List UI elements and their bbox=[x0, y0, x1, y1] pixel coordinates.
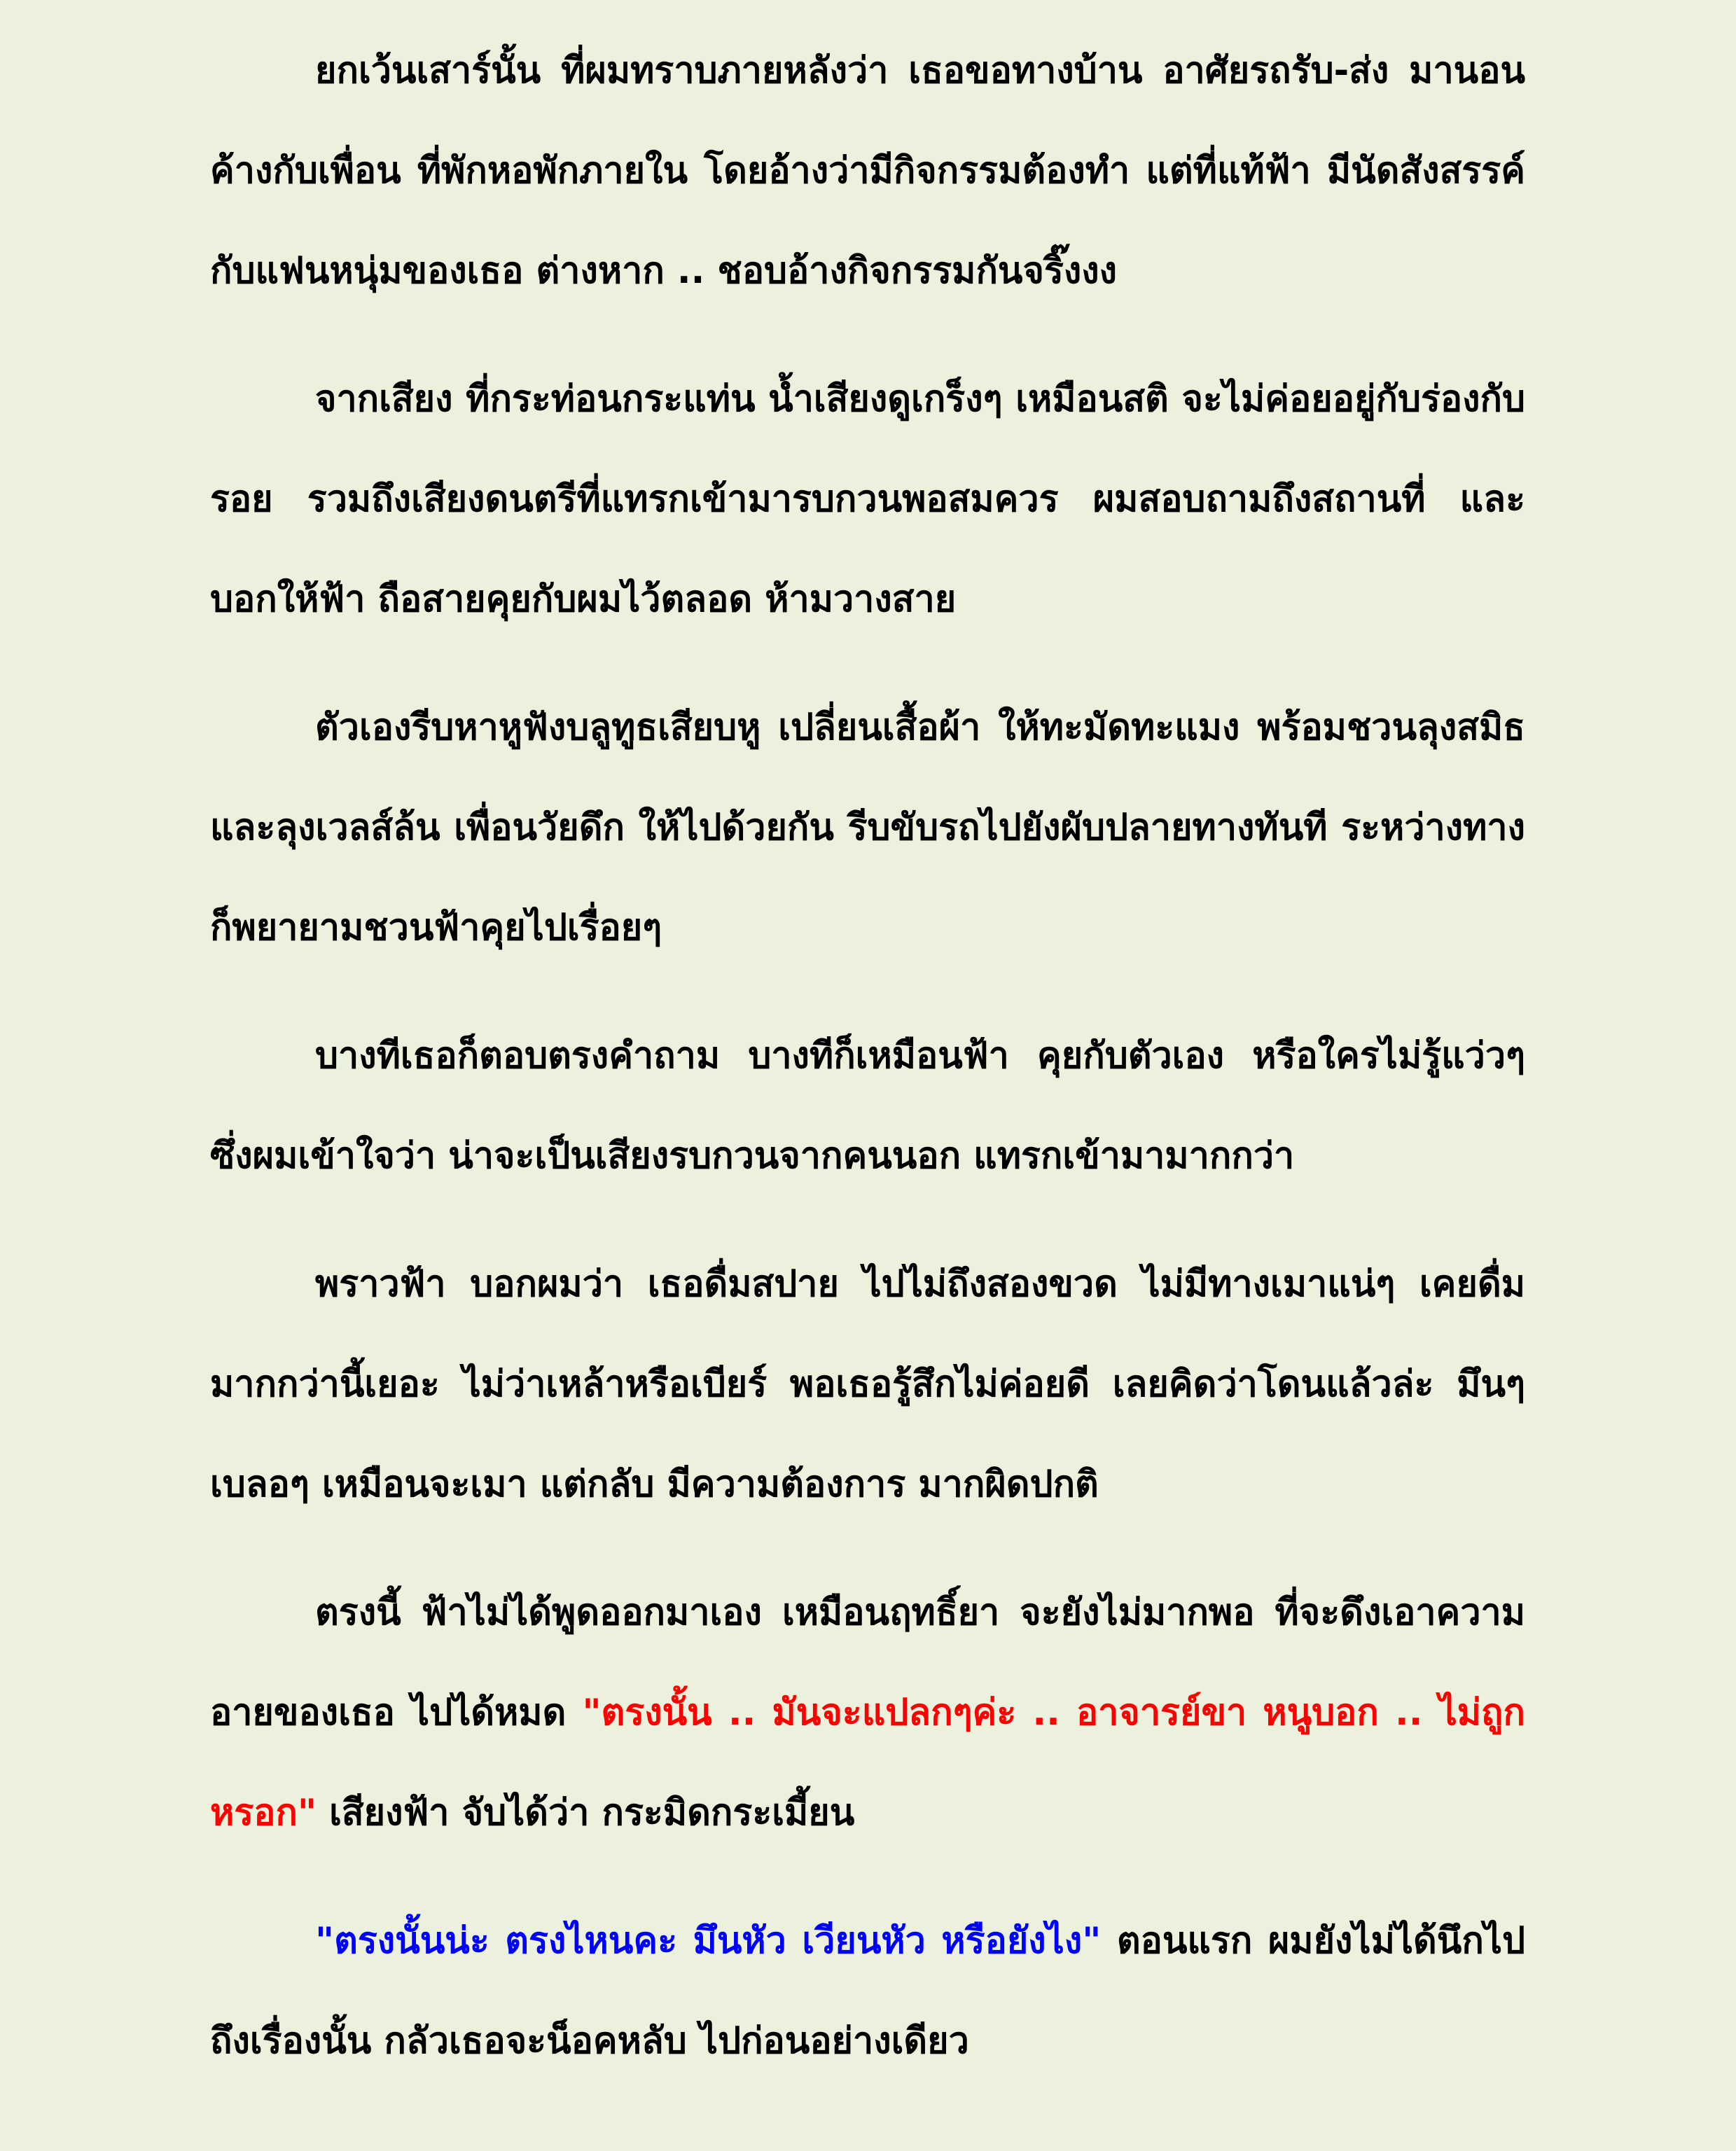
paragraph-3 bbox=[210, 678, 1525, 978]
paragraph-6 bbox=[210, 1563, 1525, 1863]
paragraph-7 bbox=[210, 1891, 1525, 2091]
paragraph-1 bbox=[210, 21, 1525, 321]
paragraph-4 bbox=[210, 1006, 1525, 1206]
paragraph-text: ตัวเองรีบหาหูฟังบลูทูธเสียบหู เปลี่ยนเสื้อผ้า ให้ทะมัดทะแมง พร้อมชวนลุงสมิธและลุงเวลส์ล้น เพื่อนวัยดึก ให้ไปด้วยกัน รีบขับรถไปยังผับปลายทางทันที ระหว่างทาง ก็พยายามชวนฟ้าคุยไปเรื่อยๆ bbox=[210, 706, 1525, 949]
document-page bbox=[210, 21, 1525, 2119]
paragraph-text: พราวฟ้า บอกผมว่า เธอดื่มสปาย ไปไม่ถึงสองขวด ไม่มีทางเมาแน่ๆ เคยดื่ม มากกว่านี้เยอะ ไม่ว่าเหล้าหรือเบียร์ พอเธอรู้สึกไม่ค่อยดี เลยคิดว่าโดนแล้วล่ะ มึนๆ เบลอๆ เหมือนจะเมา แต่กลับ มีความต้องการ มากผิดปกติ bbox=[210, 1263, 1525, 1505]
paragraph-5 bbox=[210, 1234, 1525, 1535]
dialogue-quote-blue: "ตรงนั้นน่ะ ตรงไหนคะ มึนหัว เวียนหัว หรือยังไง" bbox=[315, 1920, 1102, 1962]
paragraph-2 bbox=[210, 349, 1525, 650]
paragraph-text: ยกเว้นเสาร์นั้น ที่ผมทราบภายหลังว่า เธอขอทางบ้าน อาศัยรถรับ-ส่ง มานอนค้างกับเพื่อน ที่พักหอพักภายใน โดยอ้างว่ามีกิจกรรมต้องทำ แต่ที่แท้ฟ้า มีนัดสังสรรค์ กับแฟนหนุ่มของเธอ ต่างหาก .. ชอบอ้างกิจกรรมกันจริ๊งงง bbox=[210, 50, 1525, 292]
paragraph-text: บางทีเธอก็ตอบตรงคำถาม บางทีก็เหมือนฟ้า คุยกับตัวเอง หรือใครไม่รู้แว่วๆ ซึ่งผมเข้าใจว่า น่าจะเป็นเสียงรบกวนจากคนนอก แทรกเข้ามามากกว่า bbox=[210, 1035, 1525, 1177]
paragraph-text: จากเสียง ที่กระท่อนกระแท่น น้ำเสียงดูเกร็งๆ เหมือนสติ จะไม่ค่อยอยู่กับร่องกับรอย รวมถึงเสียงดนตรีที่แทรกเข้ามารบกวนพอสมควร ผมสอบถามถึงสถานที่ และบอกให้ฟ้า ถือสายคุยกับผมไว้ตลอด ห้ามวางสาย bbox=[210, 378, 1525, 620]
paragraph-text: เสียงฟ้า จับได้ว่า กระมิดกระเมี้ยน bbox=[317, 1792, 855, 1834]
dialogue-quote-red: "ตรงนั้น .. มันจะแปลกๆค่ะ .. อาจารย์ขา หนูบอก .. ไม่ถูกหรอก" bbox=[210, 1692, 1526, 1834]
paragraph-text: ตรงนี้ ฟ้าไม่ได้พูดออกมาเอง เหมือนฤทธิ์ยา จะยังไม่มากพอ ที่จะดึงเอาความอายของเธอ ไปได้หมด bbox=[210, 1592, 1525, 1734]
paragraph-text: ตอนแรก ผมยังไม่ได้นึกไปถึงเรื่องนั้น กลัวเธอจะน็อคหลับ ไปก่อนอย่างเดียว bbox=[210, 1920, 1525, 2062]
